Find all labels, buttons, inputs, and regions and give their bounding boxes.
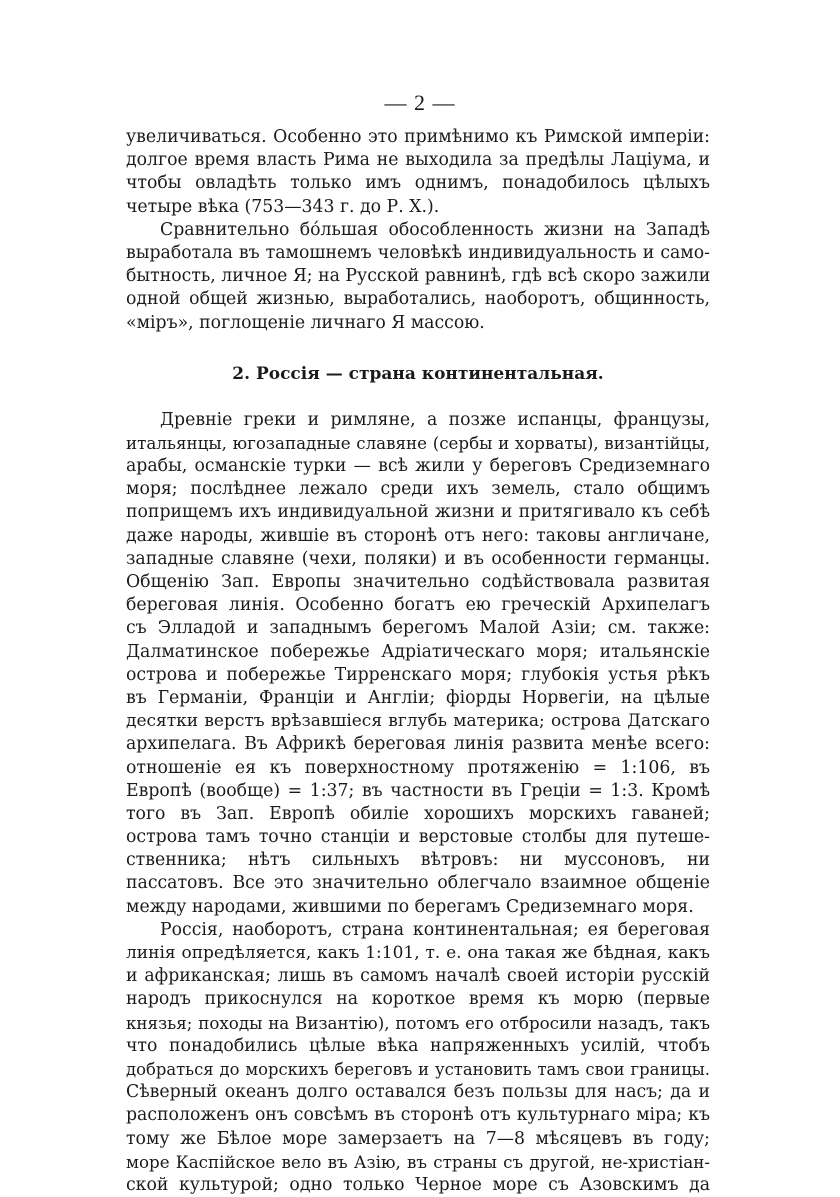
text-line: даже народы, жившіе въ сторонѣ отъ него: таковы англичане, bbox=[126, 525, 710, 546]
text-line: въ Германіи, Франціи и Англіи; фіорды Норвегіи, на цѣлые bbox=[126, 687, 710, 708]
paragraph-3 bbox=[126, 409, 710, 919]
text-line: расположенъ онъ совсѣмъ въ сторонѣ отъ культурнаго міра; къ bbox=[126, 1105, 710, 1126]
text-line: острова и побережье Тирренскаго моря; глубокія устья рѣкъ bbox=[126, 664, 710, 685]
text-line: Общенію Зап. Европы значительно содѣйствовала развитая bbox=[126, 572, 710, 592]
text-line: моря; послѣднее лежало среди ихъ земель, стало общимъ bbox=[126, 479, 710, 500]
text-line: ской культурой; одно только Черное море съ Азовскимъ да bbox=[126, 1174, 710, 1195]
text-line: ственника; нѣтъ сильныхъ вѣтровъ: ни муссоновъ, ни bbox=[126, 850, 710, 871]
text-line: и африканская; лишь въ самомъ началѣ своей исторіи русскій bbox=[126, 966, 710, 987]
paragraph-4 bbox=[126, 919, 710, 1197]
text-column bbox=[126, 126, 710, 1197]
text-line: добраться до морскихъ береговъ и установить тамъ свои границы. bbox=[126, 1059, 710, 1079]
text-line: чтобы овладѣть только имъ однимъ, понадобилось цѣлыхъ bbox=[126, 173, 710, 194]
text-line: Сѣверный океанъ долго оставался безъ пользы для насъ; да и bbox=[126, 1082, 710, 1103]
text-line: итальянцы, югозападные славяне (сербы и хорваты), византійцы, bbox=[126, 432, 710, 453]
text-line: увеличиваться. Особенно это примѣнимо къ Римской имперіи: bbox=[126, 127, 710, 147]
text-line: выработала въ тамошнемъ человѣкѣ индивидуальность и само- bbox=[126, 242, 710, 263]
text-line: поприщемъ ихъ индивидуальной жизни и притягивало къ себѣ bbox=[126, 502, 710, 523]
paragraph-1 bbox=[126, 126, 710, 219]
text-line: того въ Зап. Европѣ обиліе хорошихъ морскихъ гаваней; bbox=[126, 803, 710, 824]
text-line: князья; походы на Византію), потомъ его отбросили назадъ, такъ bbox=[126, 1012, 710, 1033]
text-line: острова тамъ точно станціи и верстовые столбы для путеше- bbox=[126, 827, 710, 848]
text-line: бытность, личное Я; на Русской равнинѣ, гдѣ всѣ скоро зажили bbox=[126, 266, 710, 287]
text-line: пассатовъ. Все это значительно облегчало взаимное общеніе bbox=[126, 873, 710, 894]
text-line: Сравнительно бо́льшая обособленность жизни на Западѣ bbox=[160, 219, 710, 240]
text-line: тому же Бѣлое море замерзаетъ на 7—8 мѣсяцевъ въ году; bbox=[126, 1128, 710, 1149]
text-line: Европѣ (вообще) = 1:37; въ частности въ Греціи = 1:3. Кромѣ bbox=[126, 780, 710, 801]
page-number: — 2 — bbox=[384, 90, 456, 115]
text-line: долгое время власть Рима не выходила за предѣлы Лаціума, и bbox=[126, 150, 710, 171]
section-heading: 2. Россія — страна континентальная. bbox=[232, 363, 604, 384]
text-line: между народами, жившими по берегамъ Средиземнаго моря. bbox=[126, 896, 694, 917]
paragraph-2 bbox=[126, 219, 710, 335]
text-line: «міръ», поглощеніе личнаго Я массою. bbox=[126, 312, 485, 333]
text-line: одной общей жизнью, выработались, наоборотъ, общинность, bbox=[126, 289, 710, 310]
text-line: Россія, наоборотъ, страна континентальная; ея береговая bbox=[160, 919, 710, 940]
text-line: арабы, османскіе турки — всѣ жили у береговъ Средиземнаго bbox=[126, 456, 710, 477]
text-line: береговая линія. Особенно богатъ ею греческій Архипелагъ bbox=[126, 595, 710, 616]
text-line: четыре вѣка (753—343 г. до Р. Х.). bbox=[126, 196, 440, 217]
text-line: Древніе греки и римляне, а позже испанцы, французы, bbox=[160, 409, 710, 430]
text-line: десятки верстъ врѣзавшіеся вглубь материка; острова Датскаго bbox=[126, 711, 710, 732]
text-line: съ Элладой и западнымъ берегомъ Малой Азіи; см. также: bbox=[126, 618, 710, 639]
text-line: отношеніе ея къ поверхностному протяженію = 1:106, въ bbox=[126, 757, 710, 778]
text-line: море Каспійское вело въ Азію, въ страны съ другой, не-христіан- bbox=[126, 1151, 710, 1172]
text-line: Далматинское побережье Адріатическаго моря; итальянскіе bbox=[126, 641, 710, 662]
text-line: линія опредѣляется, какъ 1:101, т. е. она такая же бѣдная, какъ bbox=[126, 943, 710, 963]
text-line: западные славяне (чехи, поляки) и въ особенности германцы. bbox=[126, 548, 710, 569]
text-line: народъ прикоснулся на короткое время къ морю (первые bbox=[126, 989, 710, 1010]
text-line: архипелага. Въ Африкѣ береговая линія развита менѣе всего: bbox=[126, 734, 710, 755]
text-line: что понадобились цѣлые вѣка напряженныхъ усилій, чтобъ bbox=[126, 1035, 710, 1056]
